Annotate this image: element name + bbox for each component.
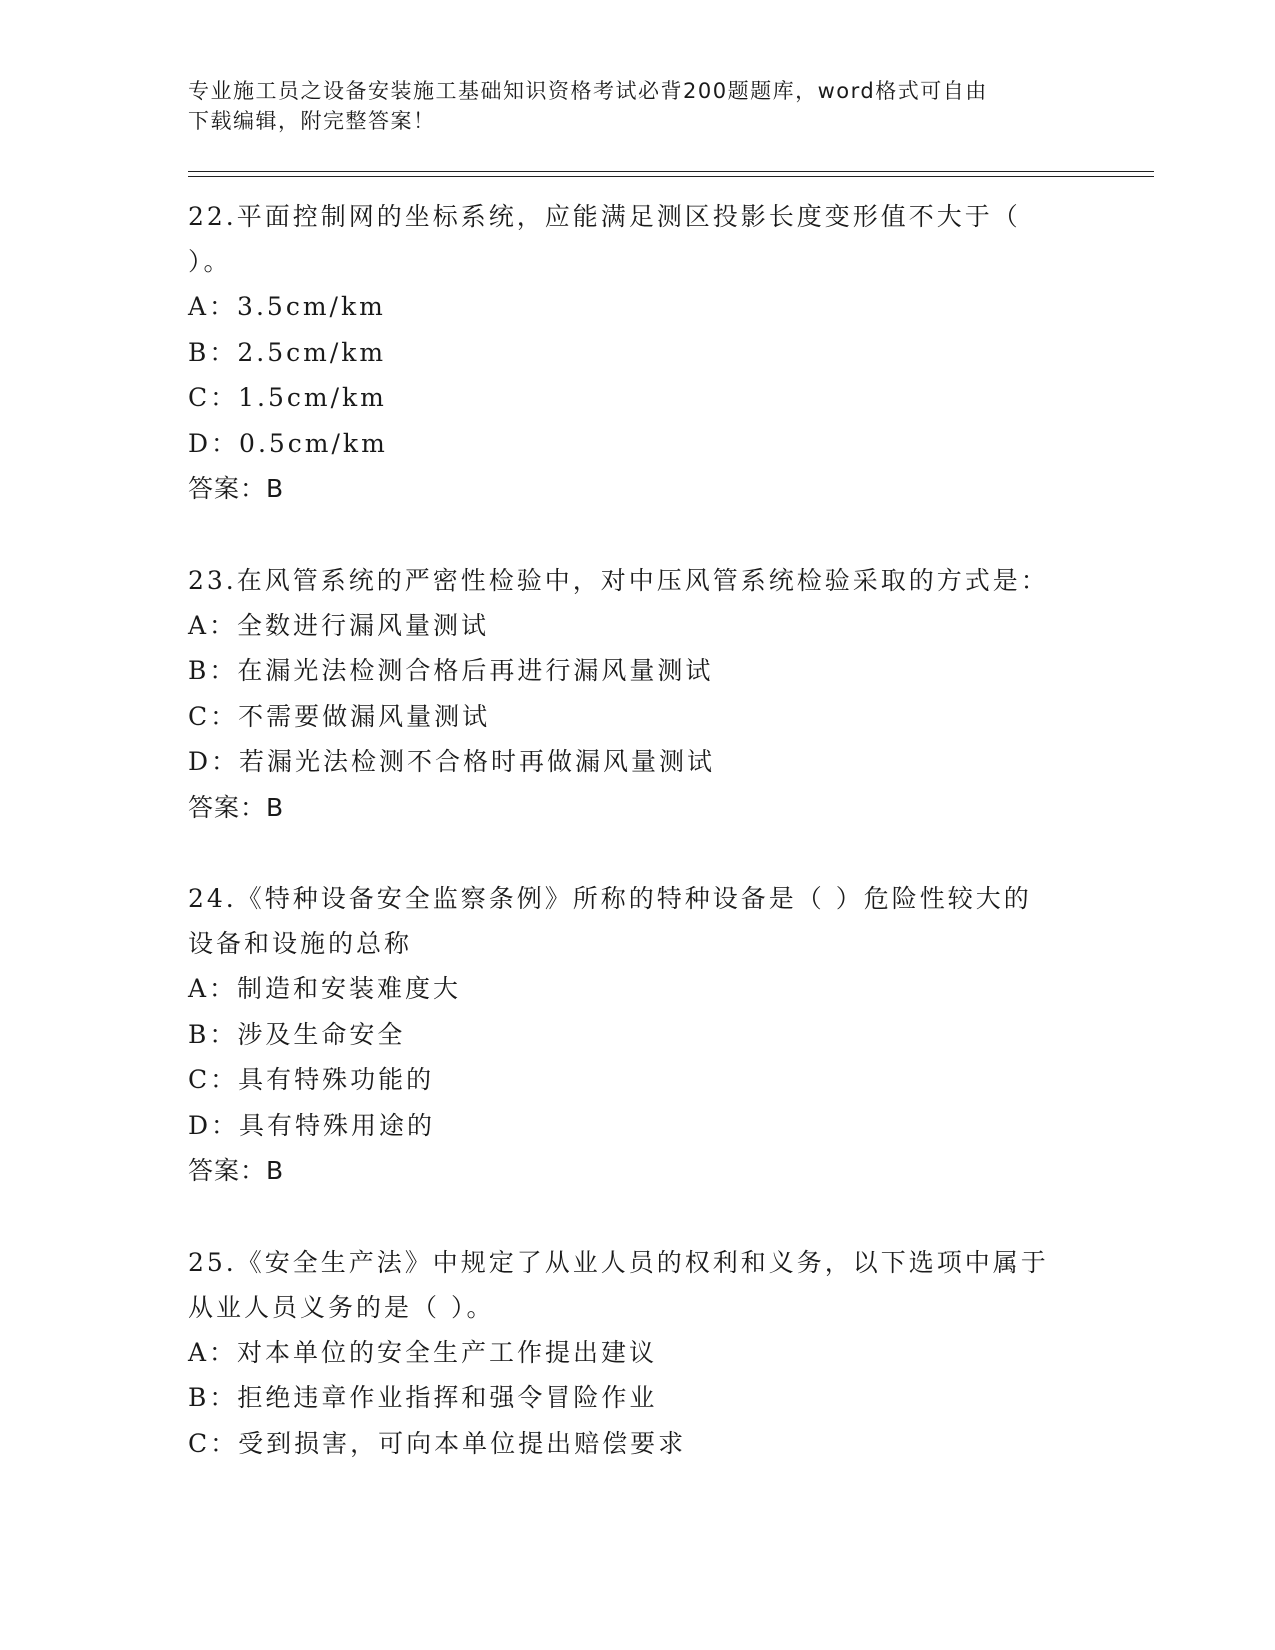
question-text-line: 24.《特种设备安全监察条例》所称的特种设备是（ ）危险性较大的 <box>188 884 1032 913</box>
option-b: B：拒绝违章作业指挥和强令冒险作业 <box>188 1383 658 1412</box>
answer: 答案：B <box>188 792 285 822</box>
option-a: A：对本单位的安全生产工作提出建议 <box>188 1337 658 1367</box>
header-line-1: 专业施工员之设备安装施工基础知识资格考试必背200题题库，word格式可自由 <box>188 79 988 103</box>
question-24 <box>188 876 1088 1194</box>
header-divider-bottom <box>188 176 1154 177</box>
question-23 <box>188 558 1088 831</box>
question-22 <box>188 194 1088 512</box>
question-text-line: ）。 <box>188 247 232 276</box>
question-text-line: 从业人员义务的是（ ）。 <box>188 1292 495 1322</box>
document-header <box>188 76 1088 136</box>
option-c: C：具有特殊功能的 <box>188 1065 435 1094</box>
question-list <box>188 194 1088 1466</box>
answer: 答案：B <box>188 474 285 503</box>
option-d: D：0.5cm/km <box>188 428 388 458</box>
question-text-line: 23.在风管系统的严密性检验中，对中压风管系统检验采取的方式是： <box>188 565 1049 595</box>
question-25 <box>188 1240 1088 1467</box>
question-text-line: 设备和设施的总称 <box>188 929 413 958</box>
option-c: C：不需要做漏风量测试 <box>188 701 491 731</box>
answer: 答案：B <box>188 1156 285 1185</box>
option-b: B：2.5cm/km <box>188 337 387 367</box>
spacer <box>188 1194 1088 1240</box>
option-a: A：制造和安装难度大 <box>188 974 462 1003</box>
spacer <box>188 830 1088 876</box>
option-a: A：3.5cm/km <box>188 292 386 321</box>
option-c: C：1.5cm/km <box>188 383 387 412</box>
header-line-2: 下载编辑，附完整答案！ <box>188 109 436 133</box>
option-a: A：全数进行漏风量测试 <box>188 610 490 640</box>
option-b: B：在漏光法检测合格后再进行漏风量测试 <box>188 656 714 685</box>
header-divider-top <box>188 171 1154 172</box>
question-text-line: 22.平面控制网的坐标系统，应能满足测区投影长度变形值不大于（ <box>188 202 1021 231</box>
option-d: D：具有特殊用途的 <box>188 1110 436 1140</box>
spacer <box>188 512 1088 558</box>
option-b: B：涉及生命安全 <box>188 1019 406 1049</box>
question-text-line: 25.《安全生产法》中规定了从业人员的权利和义务，以下选项中属于 <box>188 1247 1049 1277</box>
option-d: D：若漏光法检测不合格时再做漏风量测试 <box>188 747 716 776</box>
option-c: C：受到损害，可向本单位提出赔偿要求 <box>188 1428 687 1458</box>
